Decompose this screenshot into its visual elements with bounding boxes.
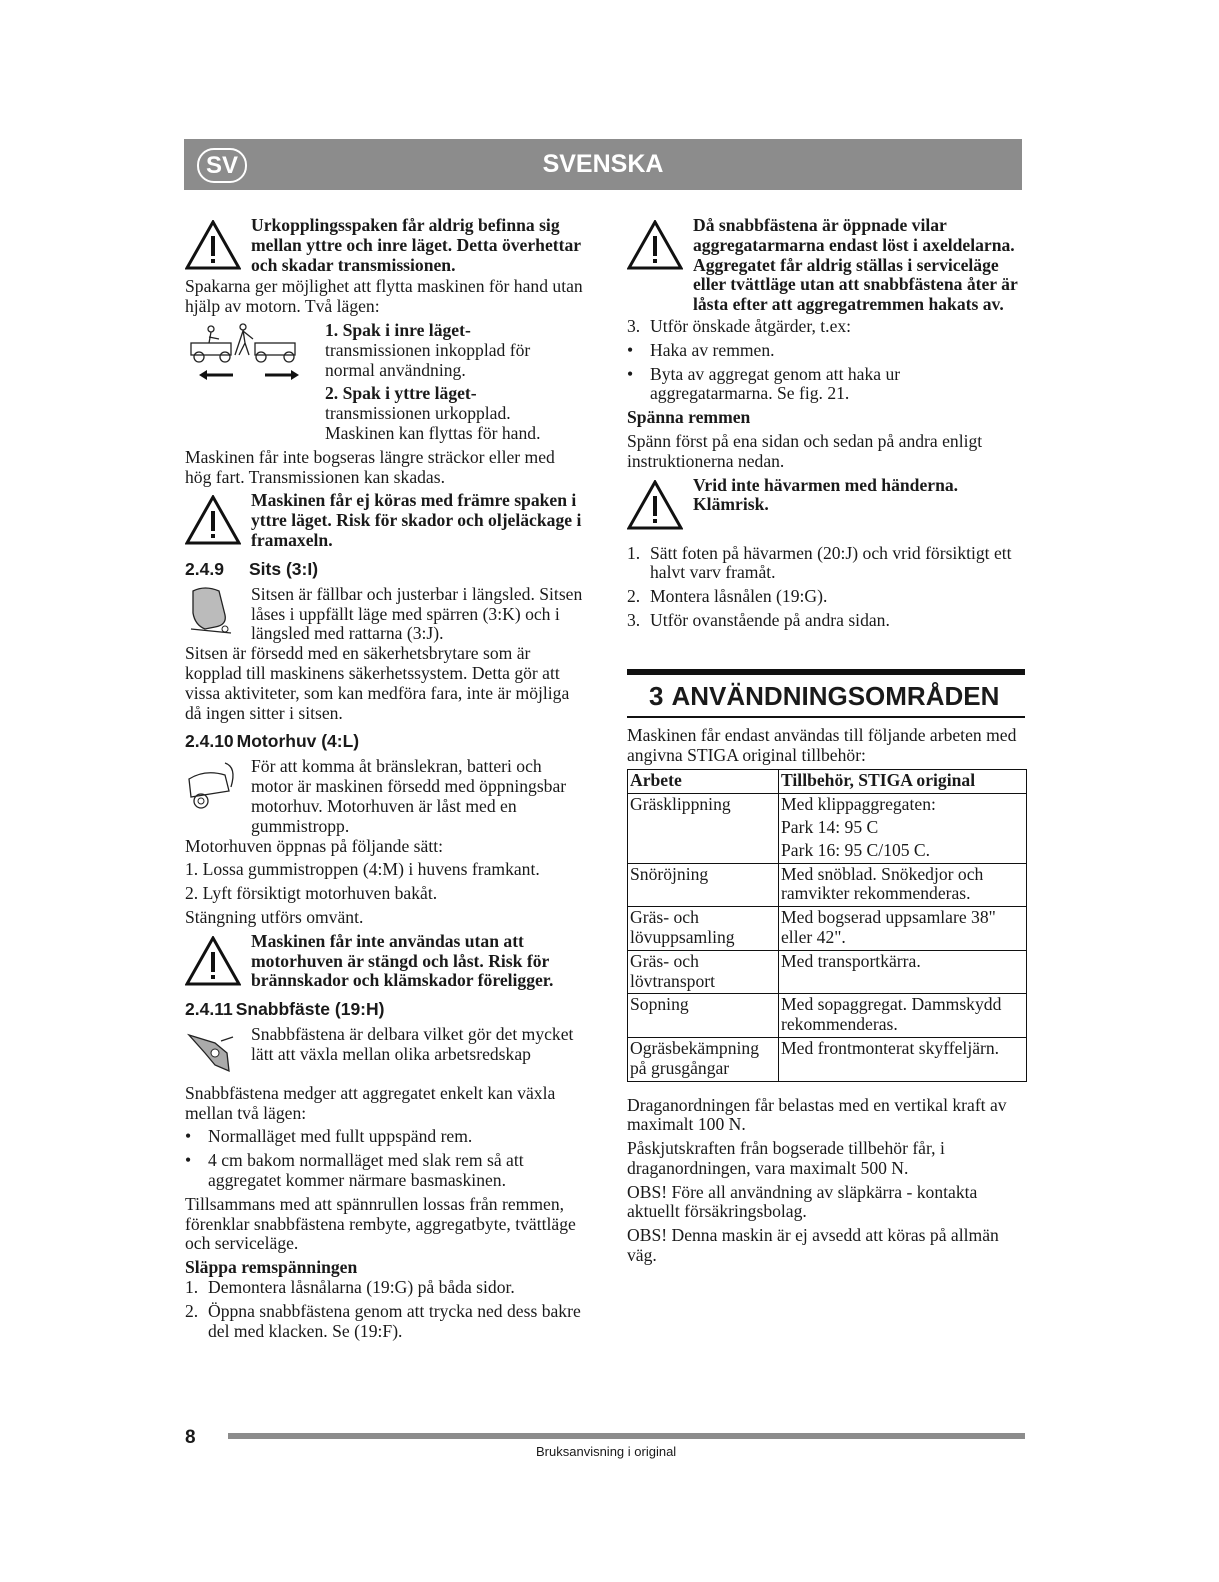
section-heading-2-4-10: 2.4.10 Motorhuv (4:L) — [185, 731, 360, 752]
list-item: 2. Montera låsnålen (19:G). — [627, 586, 828, 607]
hood-figure — [185, 757, 251, 822]
paragraph: Påskjutskraften från bogserade tillbehör får, i draganordningen, vara maximalt 500 N. — [627, 1138, 945, 1178]
warning-text: Då snabbfästena är öppnade vilar aggregatarmarna endast löst i axeldelarna. Aggregatet får aldrig ställas i serviceläge eller tvättläge utan att snabbfästena åter är låsta efter att aggregatremmen hakats av. — [693, 215, 1018, 315]
list-item: 1. Demontera låsnålarna (19:G) på båda sidor. — [185, 1277, 515, 1298]
footer-rule — [228, 1433, 1025, 1439]
position-2-title: 2. Spak i yttre läget- — [325, 383, 477, 404]
quick-attach-figure — [185, 1025, 251, 1084]
table-row — [628, 950, 1027, 994]
list-item: • Byta av aggregat genom att haka ur aggregatarmarna. Se fig. 21. — [627, 363, 901, 404]
table-cell: Med klippaggregaten: Park 14: 95 C Park 16: 95 C/105 C. — [779, 794, 1027, 863]
position-2-text: transmissionen urkopplad. Maskinen kan flyttas för hand. — [325, 403, 541, 443]
quick-attach-text: Snabbfästena är delbara vilket gör det mycket lätt att växla mellan olika arbetsredskap — [251, 1024, 574, 1064]
warning-text: Urkopplingsspaken får aldrig befinna sig mellan yttre och inre läget. Detta överhettar och skadar transmissionen. — [251, 215, 581, 275]
quick-attach-icon — [185, 1025, 243, 1079]
paragraph: 1. Lossa gummistroppen (4:M) i huvens framkant. — [185, 859, 540, 880]
subheading: Släppa remspänningen — [185, 1257, 358, 1278]
warning-text: Maskinen får ej köras med främre spaken i yttre läget. Risk för skador och oljeläckage i framaxeln. — [251, 490, 582, 550]
left-column — [185, 216, 583, 1345]
table-header-cell: Tillbehör, STIGA original — [779, 770, 1027, 794]
section-heading-2-4-11: 2.4.11 Snabbfäste (19:H) — [185, 999, 385, 1020]
warning-triangle-icon — [185, 220, 241, 270]
paragraph: Spakarna ger möjlighet att flytta maskinen för hand utan hjälp av motorn. Två lägen: — [185, 276, 583, 317]
chapter-heading: 3 ANVÄNDNINGSOMRÅDEN — [627, 669, 1025, 718]
seat-icon — [185, 585, 243, 637]
paragraph: Draganordningen får belastas med en vertikal kraft av maximalt 100 N. — [627, 1094, 1007, 1135]
list-item: 3. Utför ovanstående på andra sidan. — [627, 609, 890, 630]
section-heading-2-4-9: 2.4.9 Sits (3:I) — [185, 558, 319, 579]
language-header — [184, 139, 1022, 190]
list-item: • 4 cm bakom normalläget med slak rem så att aggregatet kommer närmare basmaskinen. — [185, 1150, 524, 1191]
table-cell: Med sopaggregat. Dammskydd rekommenderas. — [779, 994, 1027, 1038]
warning-block — [185, 216, 583, 275]
language-title: SVENSKA — [542, 150, 664, 178]
table-row — [628, 794, 1027, 863]
table-cell: Med frontmonterat skyffeljärn. — [779, 1037, 1027, 1081]
quick-attach-block — [185, 1025, 583, 1084]
paragraph: Tillsammans med att spännrullen lossas från remmen, förenklar snabbfästena rembyte, aggregatbyte, tvättläge och serviceläge. — [185, 1193, 576, 1254]
paragraph: Stängning utförs omvänt. — [185, 906, 364, 927]
table-header-cell: Arbete — [628, 770, 779, 794]
list-item: 3. Utför önskade åtgärder, t.ex: — [627, 315, 852, 336]
warning-block — [185, 491, 583, 550]
position-1-title: 1. Spak i inre läget- — [325, 319, 471, 340]
warning-text: Maskinen får inte användas utan att motorhuven är stängd och låst. Risk för brännskador och klämskador föreligger. — [251, 930, 554, 991]
tractor-push-icon — [185, 321, 325, 391]
warning-text: Vrid inte hävarmen med händerna. Klämrisk. — [693, 474, 959, 515]
tractor-lever-figure — [185, 321, 325, 396]
usage-table — [627, 769, 1027, 1081]
paragraph: Sitsen är försedd med en säkerhetsbrytare som är kopplad till maskinens säkerhetssystem. Detta gör att vissa aktiviteter, som kan medföra fara, inte är möjliga då ingen sitter i sitsen. — [185, 643, 570, 723]
list-item: 1. Sätt foten på hävarmen (20:J) och vrid försiktigt ett halvt varv framåt. — [627, 542, 1012, 583]
paragraph: Snabbfästena medger att aggregatet enkelt kan växla mellan två lägen: — [185, 1082, 556, 1123]
seat-block — [185, 585, 583, 644]
warning-triangle-icon — [185, 495, 241, 545]
paragraph: Maskinen får inte bogseras längre sträckor eller med hög fart. Transmissionen kan skadas. — [185, 446, 555, 487]
warning-block — [185, 932, 583, 991]
table-row — [628, 863, 1027, 907]
table-cell: Med transportkärra. — [779, 950, 1027, 994]
list-item: • Normalläget med fullt uppspänd rem. — [185, 1126, 473, 1147]
paragraph: Motorhuven öppnas på följande sätt: — [185, 835, 443, 856]
warning-triangle-icon — [185, 936, 241, 986]
list-item: • Haka av remmen. — [627, 339, 775, 360]
warning-block — [627, 476, 1025, 530]
seat-figure — [185, 585, 251, 642]
lever-positions — [185, 321, 583, 448]
table-cell: Ogräsbekämpning på grusgångar — [628, 1037, 779, 1081]
table-cell: Gräs- och lövuppsamling — [628, 907, 779, 951]
paragraph: Spänn först på ena sidan och sedan på andra enligt instruktionerna nedan. — [627, 430, 983, 471]
paragraph: OBS! Före all användning av släpkärra - kontakta aktuellt försäkringsbolag. — [627, 1181, 978, 1222]
table-cell: Snöröjning — [628, 863, 779, 907]
right-column — [627, 216, 1025, 1270]
footer-text: Bruksanvisning i original — [536, 1444, 677, 1459]
table-row — [628, 907, 1027, 951]
table-row — [628, 994, 1027, 1038]
warning-triangle-icon — [627, 480, 683, 530]
table-cell: Gräsklippning — [628, 794, 779, 863]
list-item: 2. Öppna snabbfästena genom att trycka ned dess bakre del med klacken. Se (19:F). — [185, 1300, 581, 1341]
page-number: 8 — [185, 1427, 196, 1448]
hood-text: För att komma åt bränslekran, batteri och motor är maskinen försedd med öppningsbar motorhuv. Motorhuven är låst med en gummistropp. — [251, 756, 567, 836]
paragraph: OBS! Denna maskin är ej avsedd att köras på allmän väg. — [627, 1225, 999, 1266]
hood-icon — [185, 757, 243, 817]
table-cell: Med snöblad. Snökedjor och ramvikter rekommenderas. — [779, 863, 1027, 907]
position-1-text: transmissionen inkopplad för normal användning. — [325, 339, 531, 380]
table-cell: Med bogserad uppsamlare 38" eller 42". — [779, 907, 1027, 951]
paragraph: 2. Lyft försiktigt motorhuven bakåt. — [185, 883, 438, 904]
language-badge: SV — [197, 148, 247, 183]
paragraph: Maskinen får endast användas till följande arbeten med angivna STIGA original tillbehör: — [627, 724, 1017, 765]
table-header-row — [628, 770, 1027, 794]
table-cell: Gräs- och lövtransport — [628, 950, 779, 994]
table-row — [628, 1037, 1027, 1081]
seat-text: Sitsen är fällbar och justerbar i längsled. Sitsen låses i uppfällt läge med spärren (3:K) och i längsled med rattarna (3:J). — [251, 583, 583, 644]
warning-triangle-icon — [627, 220, 683, 270]
hood-block — [185, 757, 583, 836]
subheading: Spänna remmen — [627, 407, 751, 428]
table-cell: Sopning — [628, 994, 779, 1038]
warning-block — [627, 216, 1025, 315]
